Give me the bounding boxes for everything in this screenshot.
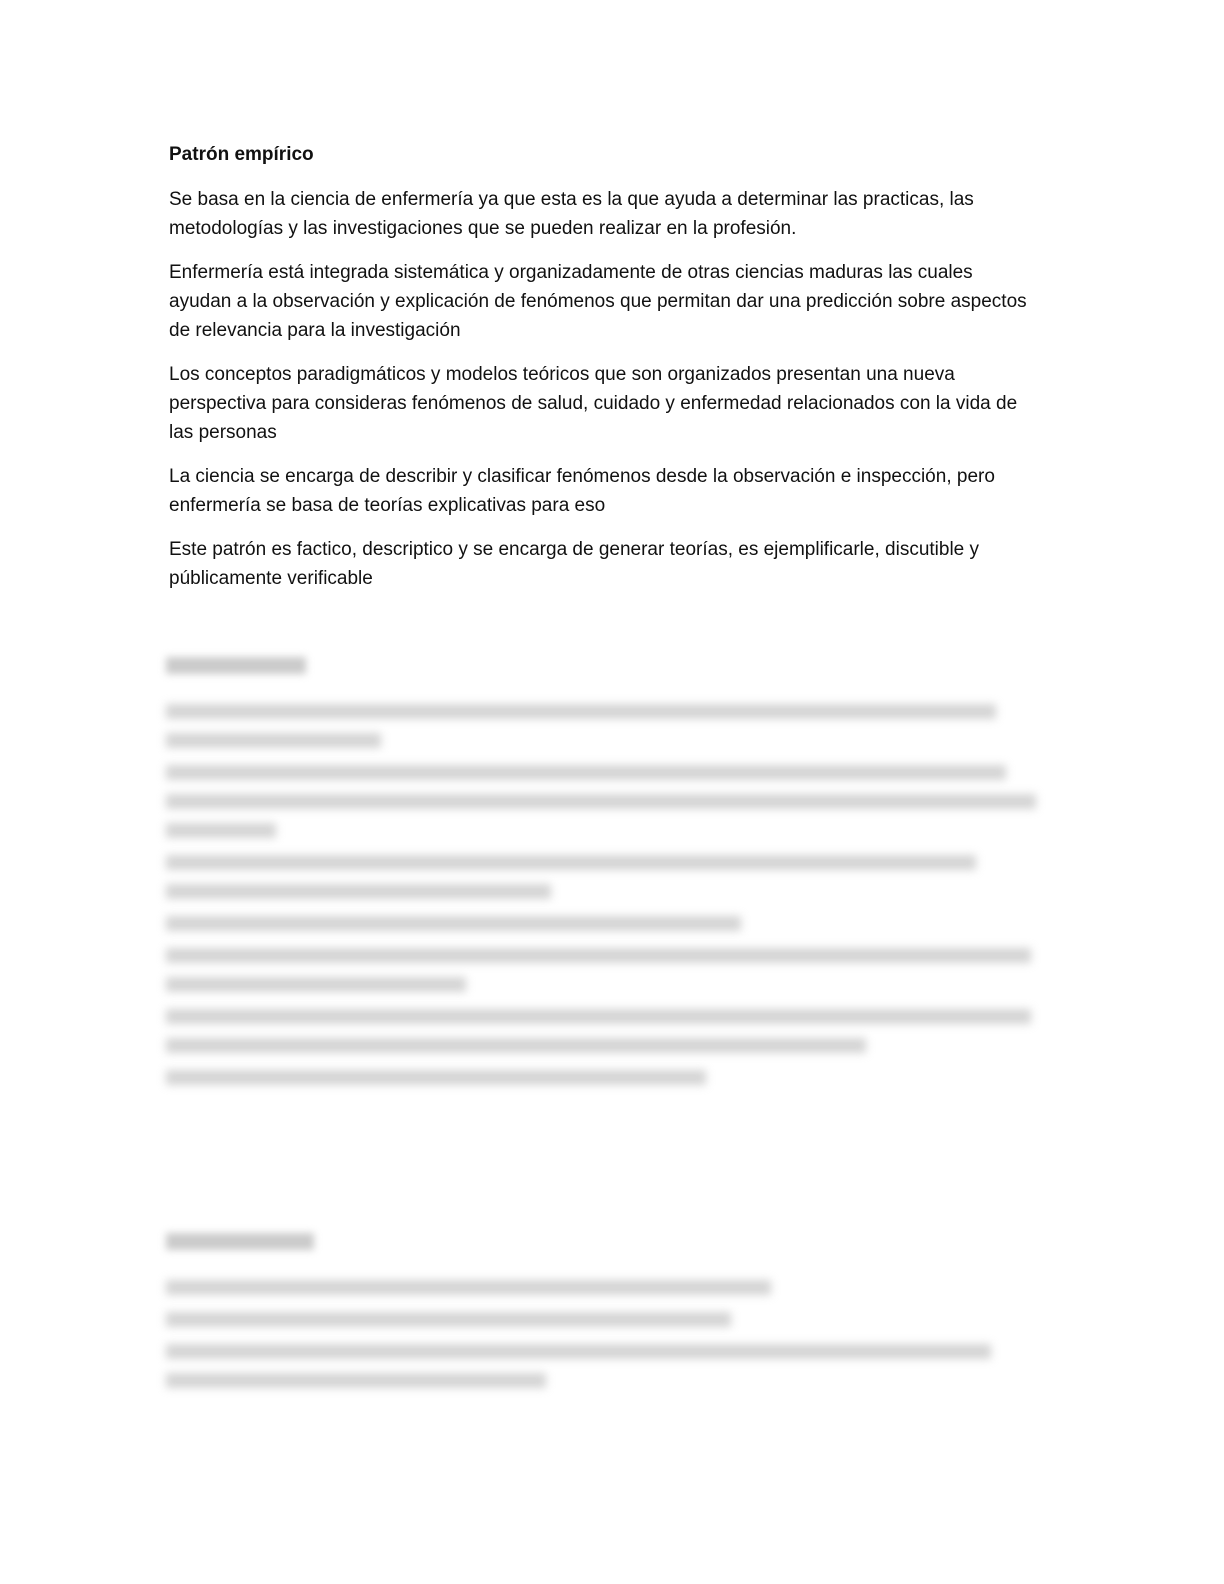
blurred-title <box>166 1233 314 1250</box>
blurred-paragraph <box>166 704 1041 748</box>
blurred-paragraph <box>166 1070 1041 1085</box>
blurred-title <box>166 657 306 674</box>
paragraph: Se basa en la ciencia de enfermería ya que esta es la que ayuda a determinar las practicas, las metodologías y las investigaciones que se pueden realizar en la profesión. <box>169 189 974 239</box>
blurred-paragraph <box>166 1009 1041 1053</box>
paragraph: Este patrón es factico, descriptico y se encarga de generar teorías, es ejemplificarle, discutible y públicamente verificable <box>169 539 980 589</box>
blurred-section-2 <box>166 657 1041 1102</box>
blurred-section-3 <box>166 1233 1041 1405</box>
blurred-paragraph <box>166 765 1041 838</box>
section-title: Patrón empírico <box>169 144 314 165</box>
paragraph: La ciencia se encarga de describir y clasificar fenómenos desde la observación e inspección, pero enfermería se basa de teorías explicativas para eso <box>169 466 995 516</box>
paragraph: Enfermería está integrada sistemática y organizadamente de otras ciencias maduras las cuales ayudan a la observación y explicación de fenómenos que permitan dar una predicción sobre aspectos de relevancia para la investigación <box>169 262 1027 341</box>
blurred-paragraph <box>166 1344 1041 1388</box>
blurred-paragraph <box>166 1312 1041 1327</box>
paragraph: Los conceptos paradigmáticos y modelos teóricos que son organizados presentan una nueva perspectiva para consideras fenómenos de salud, cuidado y enfermedad relacionados con la vida de las personas <box>169 364 1018 443</box>
document-page <box>169 140 1039 608</box>
blurred-paragraph <box>166 948 1041 992</box>
blurred-paragraph <box>166 1280 1041 1295</box>
blurred-paragraph <box>166 855 1041 899</box>
blurred-paragraph <box>166 916 1041 931</box>
